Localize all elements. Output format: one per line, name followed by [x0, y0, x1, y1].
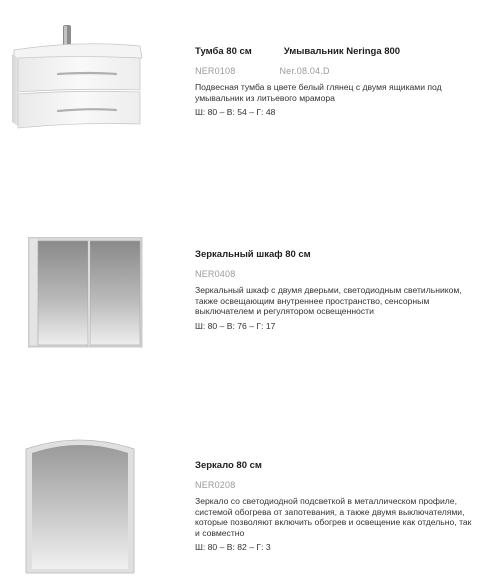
product-mirror-cabinet: [0, 200, 498, 400]
product-code: Ner.08.04.D: [279, 66, 330, 76]
product-info: [195, 249, 475, 332]
product-code-row: [195, 66, 475, 77]
product-code: NER0408: [195, 269, 236, 279]
vanity-cabinet-with-sink-image: [8, 22, 148, 140]
product-description: Подвесная тумба в цвете белый глянец с двумя ящиками под умывальник из литьевого мрамора: [195, 82, 442, 103]
product-dimensions: Ш: 80 – В: 54 – Г: 48: [195, 107, 276, 117]
product-info: [195, 460, 475, 553]
product-code: NER0108: [195, 66, 236, 76]
mirror-cabinet-image: [28, 237, 146, 349]
product-title: Зеркальный шкаф 80 см: [195, 249, 311, 260]
product-description: Зеркальный шкаф с двумя дверьми, светодиодным светильником, также освещающим внутреннее пространство, сенсорным выключателем и регулятором освещенности: [195, 285, 462, 316]
product-info: [195, 46, 475, 118]
product-title-row: [195, 460, 475, 472]
product-description: Зеркало со светодиодной подсветкой в металлическом профиле, системой обогрева от запотевания, а также двумя выключателями, которые позволяют включить обогрев и освещение как отдельно, так и совместно: [195, 496, 472, 538]
product-title: Умывальник Neringa 800: [283, 46, 401, 57]
product-dimensions: Ш: 80 – В: 82 – Г: 3: [195, 542, 271, 552]
product-title-row: [195, 249, 475, 261]
product-code: NER0208: [195, 480, 236, 490]
product-code-row: [195, 269, 475, 280]
product-title: Тумба 80 см: [195, 46, 252, 57]
product-mirror: [0, 400, 498, 578]
mirror-image: [24, 435, 136, 575]
product-title-row: [195, 46, 475, 58]
product-code-row: [195, 480, 475, 491]
product-dimensions: Ш: 80 – В: 76 – Г: 17: [195, 320, 276, 331]
product-vanity: [0, 0, 498, 200]
product-title: Зеркало 80 см: [195, 460, 262, 471]
